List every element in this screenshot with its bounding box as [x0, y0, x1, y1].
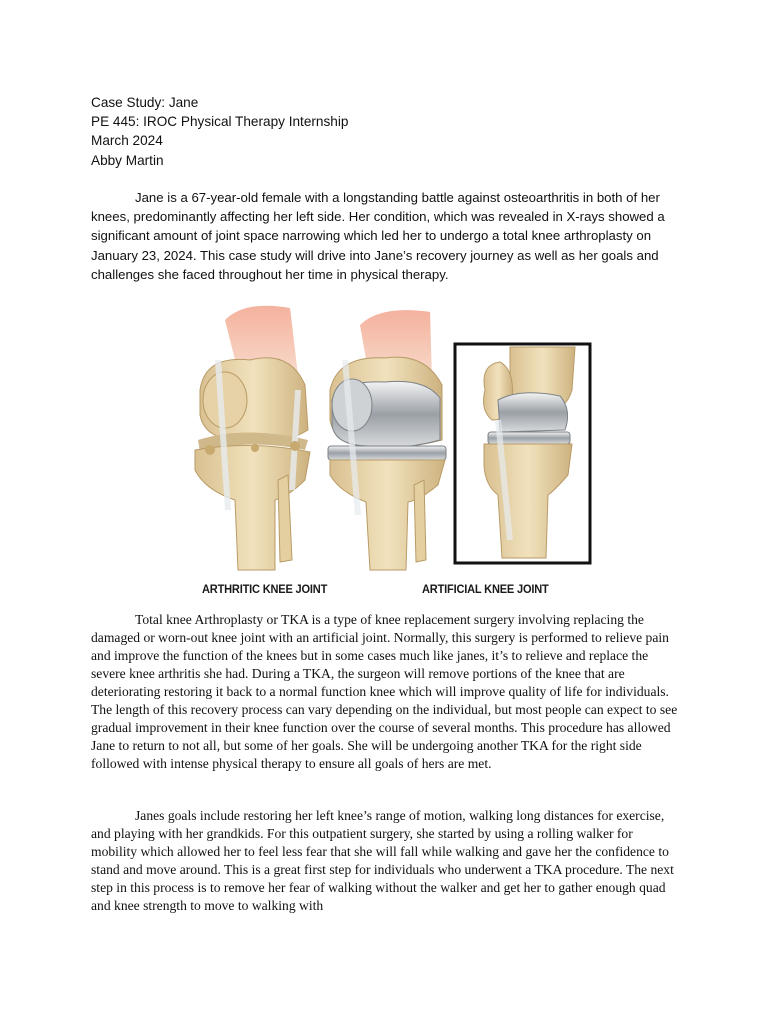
knee-joint-figure	[180, 300, 595, 605]
document-date: March 2024	[91, 133, 163, 149]
goals-paragraph: Janes goals include restoring her left knee’s range of motion, walking long distances for exercise, and playing with her grandkids. For this outpatient surgery, she started by using a rolling walker for mobility which allowed her to feel less fear that she will fall while walking and gave her the confidence to stand and move around. This is a great first step for individuals who underwent a TKA procedure. The next step in this process is to remove her fear of walking without the walker and get her to gather enough quad and knee strength to move to walking with	[91, 808, 674, 913]
arthritic-knee	[195, 306, 310, 570]
caption-artificial: ARTIFICIAL KNEE JOINT	[422, 582, 549, 596]
author-name: Abby Martin	[91, 152, 164, 168]
knee-illustration	[180, 300, 595, 580]
caption-arthritic: ARTHRITIC KNEE JOINT	[202, 582, 328, 596]
tka-paragraph: Total knee Arthroplasty or TKA is a type of knee replacement surgery involving replacing the damaged or worn-out knee joint with an artificial joint. Normally, this surgery is performed to relieve pain and improve the function of the knees but in some cases much like janes, it’s to relieve and replace the severe knee arthritis she had. During a TKA, the surgeon will remove portions of the knee that are deteriorating restoring it back to a normal function knee which will improve quality of life for individuals. The length of this recovery process can vary depending on the individual, but most people can expect to see gradual improvement in their knee function over the course of several months. This procedure has allowed Jane to return to not all, but some of her goals. She will be undergoing another TKA for the right side followed with intense physical therapy to ensure all goals of hers are met.	[91, 612, 678, 771]
intro-paragraph: Jane is a 67-year-old female with a longstanding battle against osteoarthritis in both of her knees, predominantly affecting her left side. Her condition, which was revealed in X-rays showed a significant amount of joint space narrowing which led her to undergo a total knee arthroplasty on January 23, 2024. This case study will drive into Jane’s recovery journey as well as her goals and challenges she faced throughout her time in physical therapy.	[91, 190, 665, 282]
course-name: PE 445: IROC Physical Therapy Internship	[91, 114, 349, 130]
side-view-inset	[455, 344, 590, 563]
document-header	[91, 93, 691, 170]
case-title: Case Study: Jane	[91, 95, 199, 110]
artificial-knee	[328, 310, 446, 570]
